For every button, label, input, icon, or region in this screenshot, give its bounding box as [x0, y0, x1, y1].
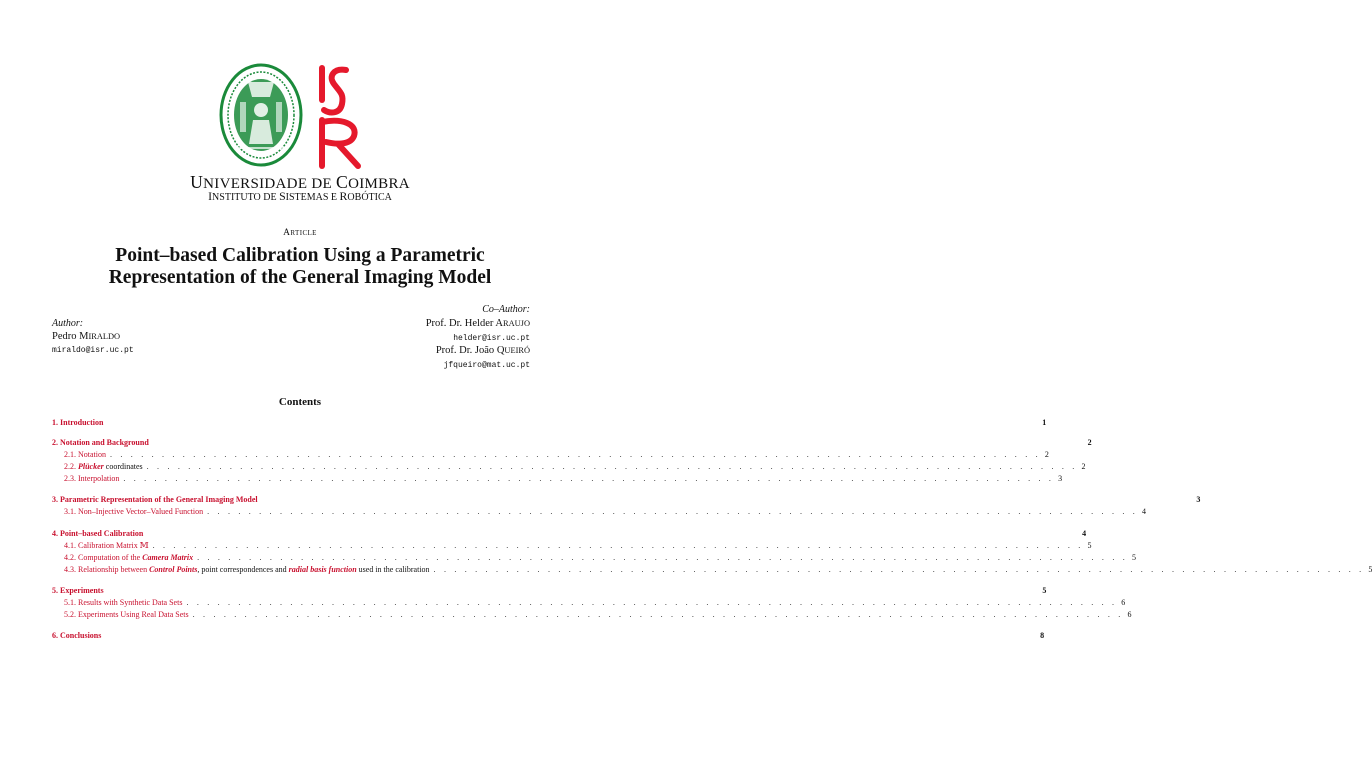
paper-title [60, 245, 540, 289]
author-label: Author: [52, 318, 84, 329]
toc-entry-interpolation[interactable]: 2.3. Interpolation . . . . . . . . . . . . . . . . . . . . . . . . . . . . . . . . . . . . . . . . . . . . . . . . . . . . . . . . . . . . . . . . . . . . . . . . . . . . . . . . . . . . . . . . . . 3 [64, 474, 1063, 483]
toc-entry-parametric-representation[interactable]: 3. Parametric Representation of the General Imaging Model 3 [52, 495, 1201, 504]
toc-entry-non-injective[interactable]: 3.1. Non–Injective Vector–Valued Function . . . . . . . . . . . . . . . . . . . . . . . . . . . . . . . . . . . . . . . . . . . . . . . . . . . . . . . . . . . . . . . . . . . . . . . . . . . . . . . . . . . . . . . . . . 4 [64, 507, 1146, 516]
university-seal-logo [218, 62, 304, 168]
toc-entry-experiments[interactable]: 5. Experiments 5 [52, 586, 1047, 595]
toc-entry-calibration-matrix[interactable]: 4.1. Calibration Matrix 𝕄 . . . . . . . . . . . . . . . . . . . . . . . . . . . . . . . . . . . . . . . . . . . . . . . . . . . . . . . . . . . . . . . . . . . . . . . . . . . . . . . . . . . . . . . . . . 5 [64, 541, 1092, 550]
article-label: Article [283, 228, 317, 238]
toc-entry-camera-matrix[interactable]: 4.2. Computation of the Camera Matrix . . . . . . . . . . . . . . . . . . . . . . . . . . . . . . . . . . . . . . . . . . . . . . . . . . . . . . . . . . . . . . . . . . . . . . . . . . . . . . . . . . . . . . . . . . 5 [64, 553, 1136, 562]
co-author-name: Prof. Dr. João QUEIRÓ [435, 345, 530, 356]
author-email: miraldo@isr.uc.pt [52, 346, 134, 355]
university-name: UNIVERSIDADE DE COIMBRA [190, 172, 410, 192]
toc-entry-notation-background[interactable]: 2. Notation and Background 2 [52, 438, 1092, 447]
title-line-2: Representation of the General Imaging Model [108, 267, 492, 288]
author-name: Pedro MIRALDO [52, 331, 121, 342]
co-author-email: jfqueiro@mat.uc.pt [443, 361, 530, 370]
toc-entry-synthetic-results[interactable]: 5.1. Results with Synthetic Data Sets . . . . . . . . . . . . . . . . . . . . . . . . . . . . . . . . . . . . . . . . . . . . . . . . . . . . . . . . . . . . . . . . . . . . . . . . . . . . . . . . . . . . . . . . . . 6 [64, 598, 1126, 607]
toc-entry-conclusions[interactable]: 6. Conclusions 8 [52, 631, 1045, 640]
co-author-email: helder@isr.uc.pt [453, 334, 530, 343]
toc-entry-point-based-calibration[interactable]: 4. Point–based Calibration 4 [52, 529, 1087, 538]
toc-entry-notation[interactable]: 2.1. Notation . . . . . . . . . . . . . . . . . . . . . . . . . . . . . . . . . . . . . . . . . . . . . . . . . . . . . . . . . . . . . . . . . . . . . . . . . . . . . . . . . . . . . . . . . . 2 [64, 450, 1049, 459]
toc-entry-real-data[interactable]: 5.2. Experiments Using Real Data Sets . . . . . . . . . . . . . . . . . . . . . . . . . . . . . . . . . . . . . . . . . . . . . . . . . . . . . . . . . . . . . . . . . . . . . . . . . . . . . . . . . . . . . . . . . . 6 [64, 610, 1132, 619]
toc-entry-relationship[interactable]: 4.3. Relationship between Control Points, point correspondences and radial basis function used in the calibration . . . . . . . . . . . . . . . . . . . . . . . . . . . . . . . . . . . . . . . . . . . . . . . . . . . . . . . . . . . . . . . . . . . . . . . . . . . . . . . . . . . . . . . . . . 5 [64, 565, 1372, 574]
toc-entry-plucker[interactable]: 2.2. Plücker coordinates . . . . . . . . . . . . . . . . . . . . . . . . . . . . . . . . . . . . . . . . . . . . . . . . . . . . . . . . . . . . . . . . . . . . . . . . . . . . . . . . . . . . . . . . . . 2 [64, 462, 1086, 471]
co-author-name: Prof. Dr. Helder ARAUJO [425, 318, 530, 329]
title-line-1: Point–based Calibration Using a Parametric [115, 245, 485, 266]
isr-logo [312, 60, 376, 172]
contents-heading: Contents [278, 396, 322, 408]
institute-name: INSTITUTO DE SISTEMAS E ROBÓTICA [208, 189, 392, 203]
co-author-label: Co–Author: [482, 304, 530, 315]
toc-entry-introduction[interactable]: 1. Introduction 1 [52, 418, 1047, 427]
